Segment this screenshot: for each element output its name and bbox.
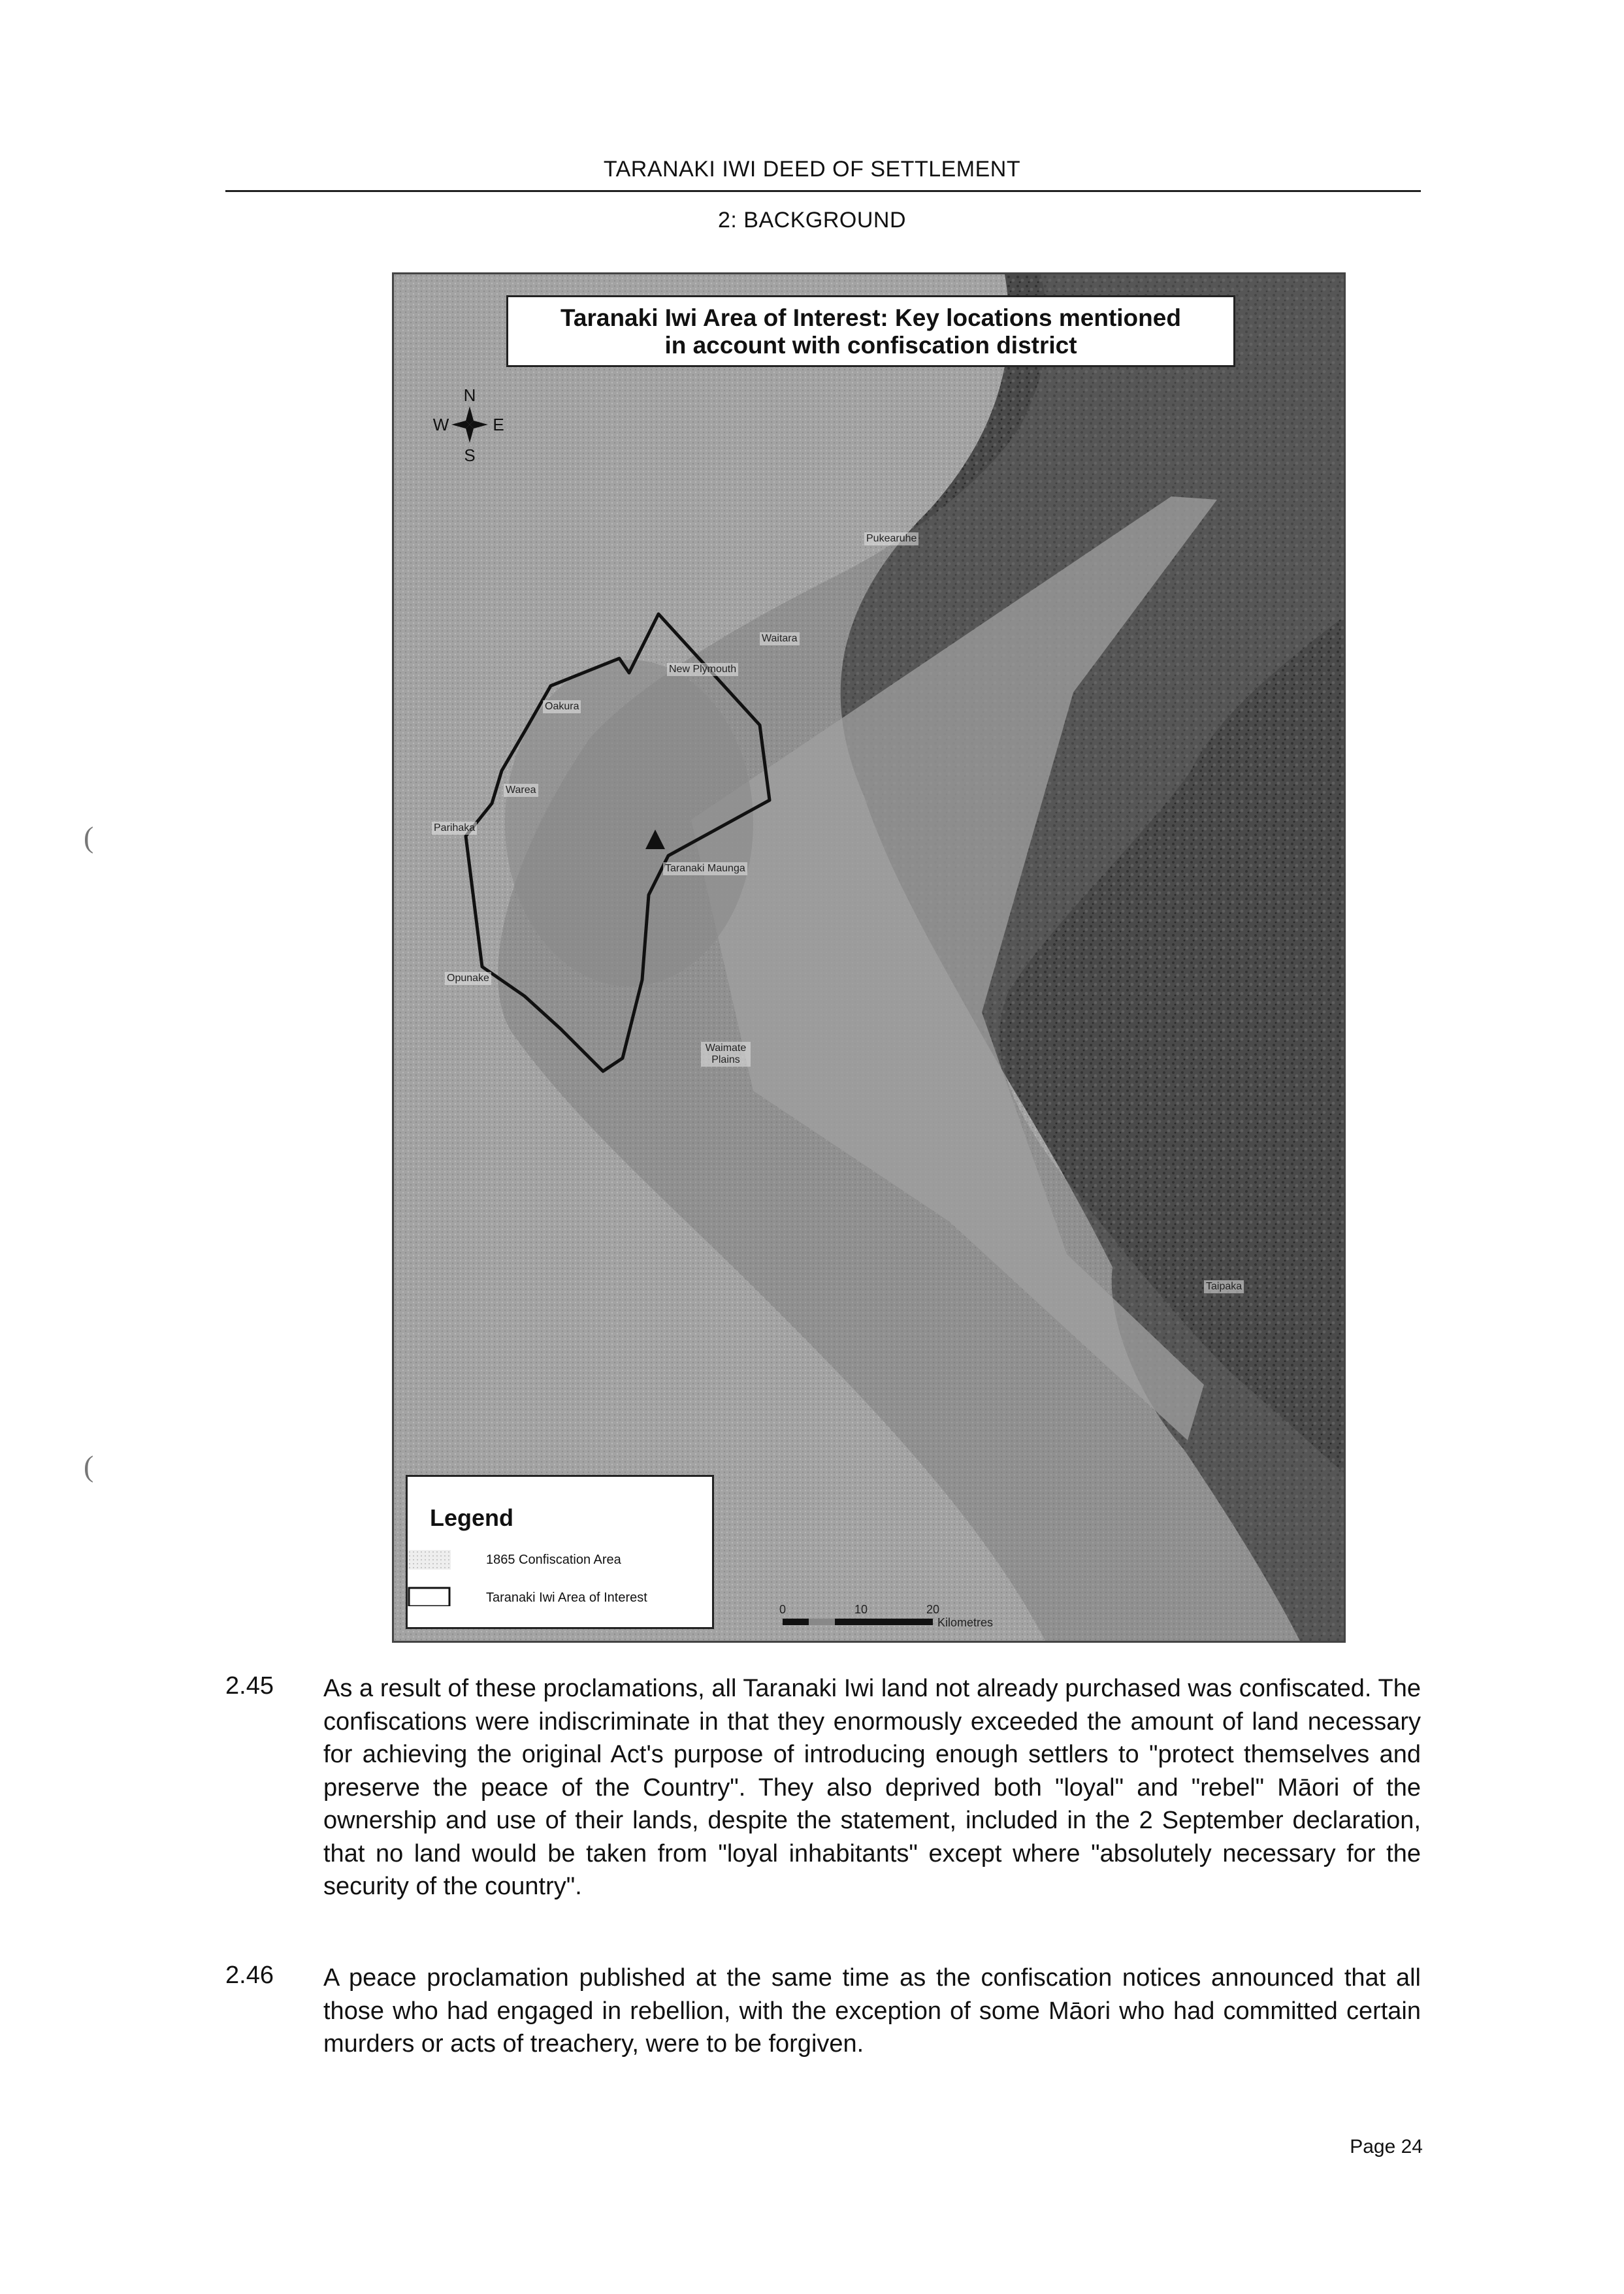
map-graphic [394, 274, 1346, 1643]
mountain-shading [505, 660, 753, 986]
section-title: 2: BACKGROUND [718, 208, 906, 233]
scale-unit-label: Kilometres [937, 1616, 994, 1629]
place-label-oakura: Oakura [543, 700, 581, 713]
compass-s: S [464, 445, 476, 465]
place-label-waitara: Waitara [760, 632, 800, 645]
map-figure [392, 272, 1346, 1643]
scale-tick-label: 0 [779, 1603, 787, 1616]
margin-bracket-mark: ( [84, 820, 94, 854]
place-label-waimate-plains: Waimate Plains [701, 1042, 751, 1067]
paragraph-number: 2.46 [225, 1962, 274, 1989]
compass-e: E [493, 415, 504, 434]
place-label-taranaki-maunga: Taranaki Maunga [663, 862, 747, 875]
map-title-line: in account with confiscation district [664, 332, 1077, 359]
place-label-taipaka: Taipaka [1204, 1280, 1244, 1293]
scale-tick-label: 20 [926, 1603, 940, 1616]
place-label-parihaka: Parihaka [432, 822, 477, 835]
scale-tick-label: 10 [854, 1603, 868, 1616]
map-title-line: Taranaki Iwi Area of Interest: Key locations mentioned [560, 304, 1181, 331]
compass-n: N [463, 385, 476, 405]
map-title [506, 295, 1235, 367]
map-legend [406, 1475, 714, 1629]
legend-title: Legend [430, 1504, 514, 1531]
legend-label-area-of-interest: Taranaki Iwi Area of Interest [486, 1591, 647, 1605]
document-header-title: TARANAKI IWI DEED OF SETTLEMENT [603, 157, 1021, 182]
header-divider [225, 190, 1421, 192]
place-label-new-plymouth: New Plymouth [667, 663, 738, 676]
place-label-opunake: Opunake [445, 972, 491, 985]
legend-label-confiscation: 1865 Confiscation Area [486, 1553, 621, 1567]
page-number: Page 24 [1350, 2136, 1423, 2157]
legend-swatch-area-of-interest [408, 1587, 451, 1606]
paragraph-number: 2.45 [225, 1672, 274, 1700]
legend-swatch-confiscation [408, 1550, 451, 1570]
paragraph-text: As a result of these proclamations, all Taranaki Iwi land not already purchased was confiscated. The confiscations were indiscriminate in that they enormously exceeded the amount of land necessary for achieving the original Act's purpose of introducing enough settlers to "protect themselves and preserve the peace of the Country". They also deprived both "loyal" and "rebel" Māori of the ownership and use of their lands, despite the statement, included in the 2 September declaration, that no land would be taken from "loyal inhabitants" except where "absolutely necessary for the security of the country". [323, 1675, 1421, 1900]
compass-w: W [432, 415, 449, 434]
paragraph-text: A peace proclamation published at the same time as the confiscation notices announced that all those who had engaged in rebellion, with the exception of some Māori who had committed certain murders or acts of treachery, were to be forgiven. [323, 1964, 1421, 2058]
place-label-pukearuhe: Pukearuhe [864, 532, 918, 545]
place-label-warea: Warea [504, 784, 538, 797]
margin-bracket-mark: ( [84, 1449, 94, 1483]
